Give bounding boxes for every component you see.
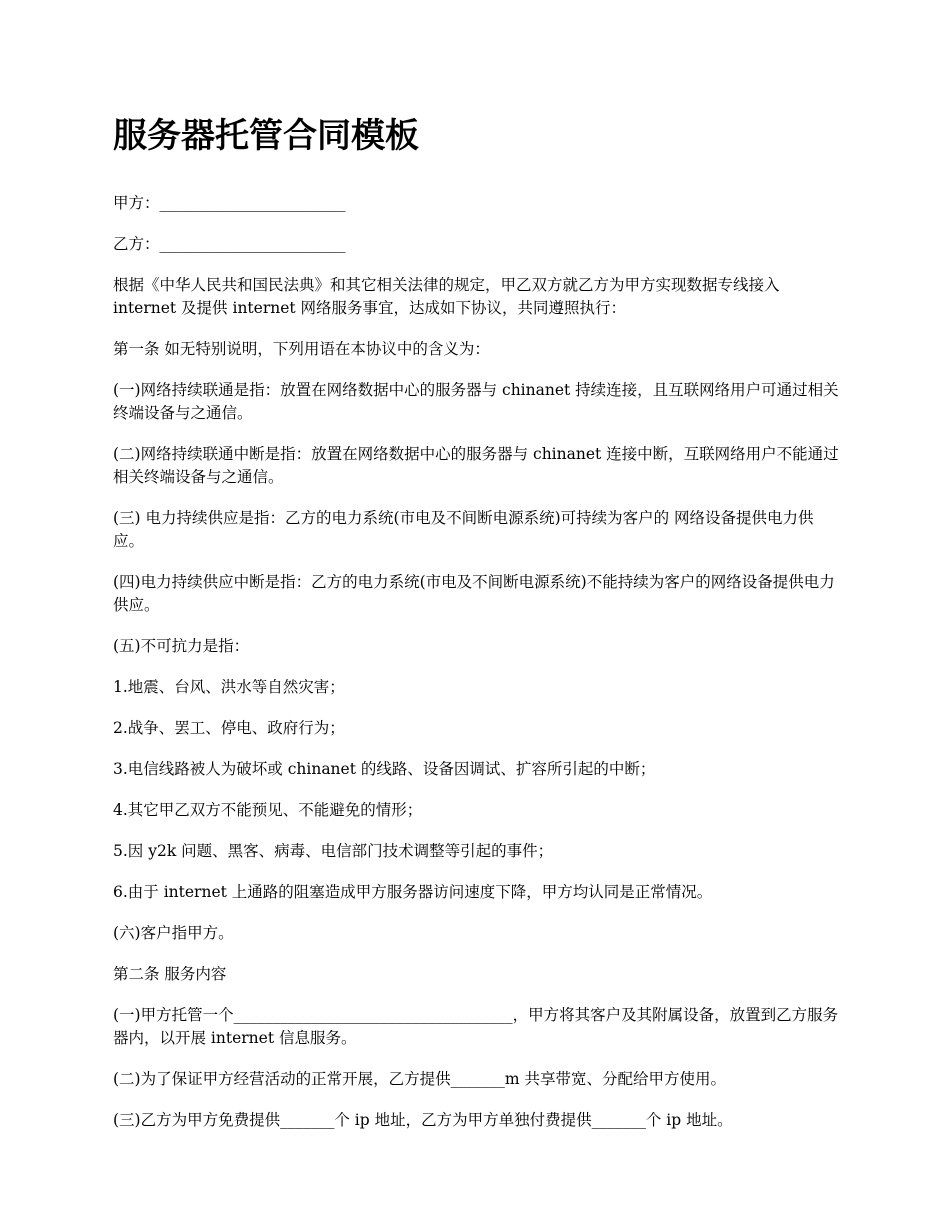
force-majeure-item-3: 3.电信线路被人为破坏或 chinanet 的线路、设备因调试、扩容所引起的中断； [113,760,656,778]
article-1-heading: 第一条 如无特别说明，下列用语在本协议中的含义为： [113,340,490,358]
force-majeure-item-1: 1.地震、台风、洪水等自然灾害； [113,678,345,696]
definition-1: (一)网络持续联通是指：放置在网络数据中心的服务器与 chinanet 持续连接，且互联网络用户可通过相关终端设备与之通信。 [113,381,839,422]
definition-4: (四)电力持续供应中断是指：乙方的电力系统(市电及不间断电源系统)不能持续为客户的网络设备提供电力供应。 [113,573,835,614]
service-clause-2: (二)为了保证甲方经营活动的正常开展，乙方提供_______m 共享带宽、分配给甲方使用。 [113,1070,726,1088]
service-clause-1: (一)甲方托管一个____________________________________，甲方将其客户及其附属设备，放置到乙方服务器内，以开展 internet 信息服务。 [113,1006,839,1047]
force-majeure-item-5: 5.因 y2k 问题、黑客、病毒、电信部门技术调整等引起的事件； [113,842,554,860]
force-majeure-item-4: 4.其它甲乙双方不能预见、不能避免的情形； [113,801,423,819]
party-b-line: 乙方：________________________ [113,235,346,253]
force-majeure-item-2: 2.战争、罢工、停电、政府行为； [113,719,345,737]
document-page [113,108,840,1150]
force-majeure-item-6: 6.由于 internet 上通路的阻塞造成甲方服务器访问速度下降，甲方均认同是正常情况。 [113,883,713,901]
service-clause-3: (三)乙方为甲方免费提供_______个 ip 地址，乙方为甲方单独付费提供_______个 ip 地址。 [113,1111,733,1129]
document-title: 服务器托管合同模板 [113,116,419,156]
definition-6: (六)客户指甲方。 [113,924,234,942]
definition-3: (三) 电力持续供应是指：乙方的电力系统(市电及不间断电源系统)可持续为客户的 网络设备提供电力供应。 [113,509,814,550]
definition-2: (二)网络持续联通中断是指：放置在网络数据中心的服务器与 chinanet 连接中断，互联网络用户不能通过相关终端设备与之通信。 [113,445,839,486]
preamble-paragraph: 根据《中华人民共和国民法典》和其它相关法律的规定，甲乙双方就乙方为甲方实现数据专线接入 internet 及提供 internet 网络服务事宜，达成如下协议，共同遵照执行： [113,276,780,317]
article-2-heading: 第二条 服务内容 [113,965,227,983]
party-a-line: 甲方：________________________ [113,194,346,212]
definition-5: (五)不可抗力是指： [113,637,250,655]
